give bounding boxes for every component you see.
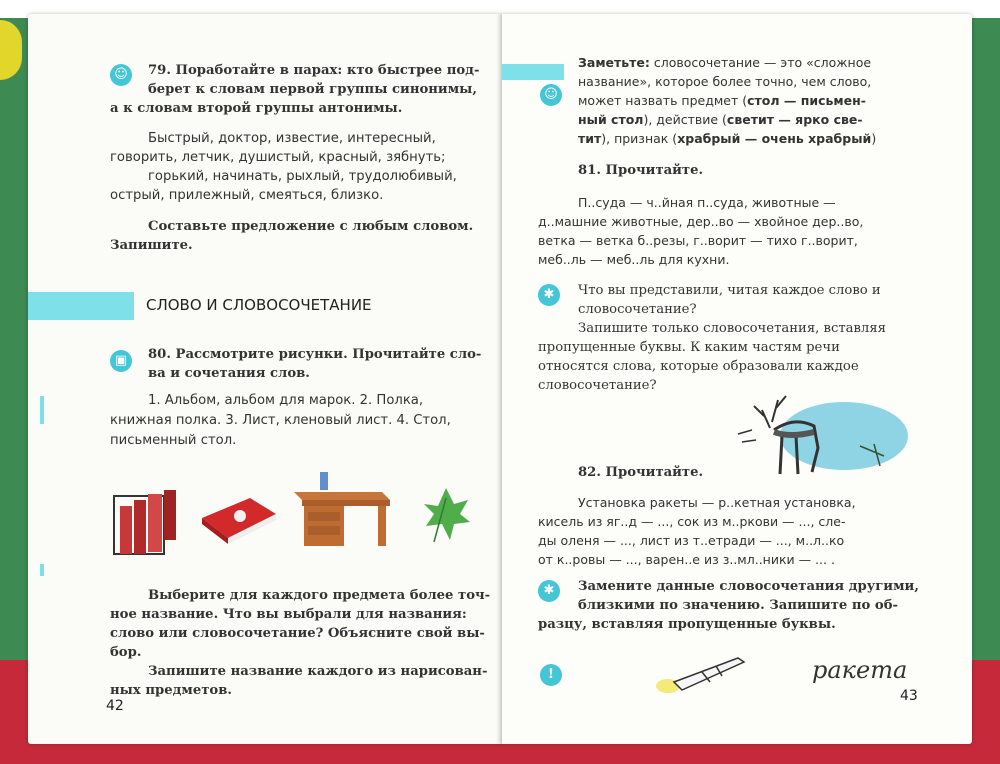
- ex80-items3: письменный стол.: [110, 433, 237, 448]
- section-title: СЛОВО И СЛОВОСОЧЕТАНИЕ: [146, 296, 372, 314]
- task80-line4: бор.: [110, 645, 142, 660]
- left-page: [28, 14, 502, 744]
- star-icon: ✱: [538, 284, 560, 306]
- rocket-illustration: [652, 652, 752, 696]
- ex81-w2: пропущенные буквы. К каким частям речи: [538, 340, 840, 355]
- task80-line6: ных предметов.: [110, 683, 232, 698]
- exclamation-icon: !: [540, 664, 562, 686]
- note-line5: тит), признак (храбрый — очень храбрый): [578, 131, 877, 146]
- ex79-line3: а к словам второй группы антонимы.: [110, 101, 403, 116]
- ex79-task2: Запишите.: [110, 238, 193, 253]
- margin-mark: [40, 564, 44, 576]
- note-line3: может назвать предмет (стол — письмен-: [578, 93, 866, 108]
- ex79-words2: говорить, летчик, душистый, красный, зябнуть;: [110, 150, 446, 165]
- section-title-bar: [28, 292, 134, 320]
- ex81-w4: словосочетание?: [538, 378, 657, 393]
- ex82-title: 82. Прочитайте.: [578, 465, 704, 480]
- ex81-w3: относятся слова, которые образовали каждое: [538, 359, 859, 374]
- task80-line5: Запишите название каждого из нарисован-: [148, 664, 488, 679]
- handwritten-word-raketa: ракета: [812, 656, 908, 684]
- book-icon: ▣: [110, 350, 132, 372]
- ex80-line1: 80. Рассмотрите рисунки. Прочитайте сло-: [148, 347, 482, 362]
- ex80-line2: ва и сочетания слов.: [148, 366, 310, 381]
- ex81-p1: П..суда — ч..йная п..суда, животные —: [578, 195, 836, 210]
- book-illustration: [198, 492, 280, 548]
- ex81-p2: д..машние животные, дер..во — хвойное дер..во,: [538, 214, 864, 229]
- ex79-task1: Составьте предложение с любым словом.: [148, 219, 474, 234]
- pair-work-icon: ☺: [110, 64, 132, 86]
- right-page: [502, 14, 972, 744]
- note-line1: Заметьте: словосочетание — это «сложное: [578, 55, 872, 70]
- ex82-t3: разцу, вставляя пропущенные буквы.: [538, 617, 836, 632]
- ex79-words4: острый, прилежный, смеяться, близко.: [110, 188, 384, 203]
- task80-line1: Выберите для каждого предмета более точ-: [148, 588, 491, 603]
- ex80-items1: 1. Альбом, альбом для марок. 2. Полка,: [148, 393, 424, 408]
- smile-icon: ☺: [540, 84, 562, 106]
- task80-line3: слово или словосочетание? Объясните свой вы-: [110, 626, 485, 641]
- ex79-line2: берет к словам первой группы синонимы,: [148, 82, 477, 97]
- page-number-left: 42: [106, 698, 124, 714]
- album-stand-illustration: [110, 476, 182, 558]
- ex82-l2: кисель из яг..д — ..., сок из м..ркови — ..., сле-: [538, 514, 846, 529]
- ex81-title: 81. Прочитайте.: [578, 163, 704, 178]
- ex81-q2: словосочетание?: [578, 302, 697, 317]
- deer-illustration: [734, 386, 910, 478]
- page-number-right: 43: [900, 688, 918, 704]
- note-bar: [502, 64, 564, 80]
- desk-illustration: [290, 470, 394, 552]
- note-line2: название», которое более точно, чем слово,: [578, 74, 872, 89]
- ex80-items2: книжная полка. 3. Лист, кленовый лист. 4. Стол,: [110, 413, 451, 428]
- star-icon: ✱: [538, 580, 560, 602]
- margin-mark: [40, 396, 44, 424]
- ex82-t2: близкими по значению. Запишите по об-: [578, 598, 898, 613]
- ex79-words3: горький, начинать, рыхлый, трудолюбивый,: [148, 169, 457, 184]
- note-line4: ный стол), действие (светит — ярко све-: [578, 112, 863, 127]
- ex82-l4: от к..ровы — ..., варен..е из з..мл..ники — ... .: [538, 552, 835, 567]
- ex79-words1: Быстрый, доктор, известие, интересный,: [148, 131, 436, 146]
- ex82-t1: Замените данные словосочетания другими,: [578, 579, 919, 594]
- ex81-p4: меб..ль — меб..ль для кухни.: [538, 252, 730, 267]
- task80-line2: ное название. Что вы выбрали для названия:: [110, 607, 467, 622]
- ex82-l1: Установка ракеты — р..кетная установка,: [578, 495, 856, 510]
- ex82-l3: ды оленя — ..., лист из т..етради — ..., м..л..ко: [538, 533, 845, 548]
- ex79-line1: 79. Поработайте в парах: кто быстрее под-: [148, 63, 480, 78]
- leaf-illustration: [420, 484, 472, 544]
- ex81-w1: Запишите только словосочетания, вставляя: [578, 321, 886, 336]
- ex81-p3: ветка — ветка б..резы, г..ворит — тихо г..ворит,: [538, 233, 858, 248]
- ex81-q1: Что вы представили, читая каждое слово и: [578, 283, 881, 298]
